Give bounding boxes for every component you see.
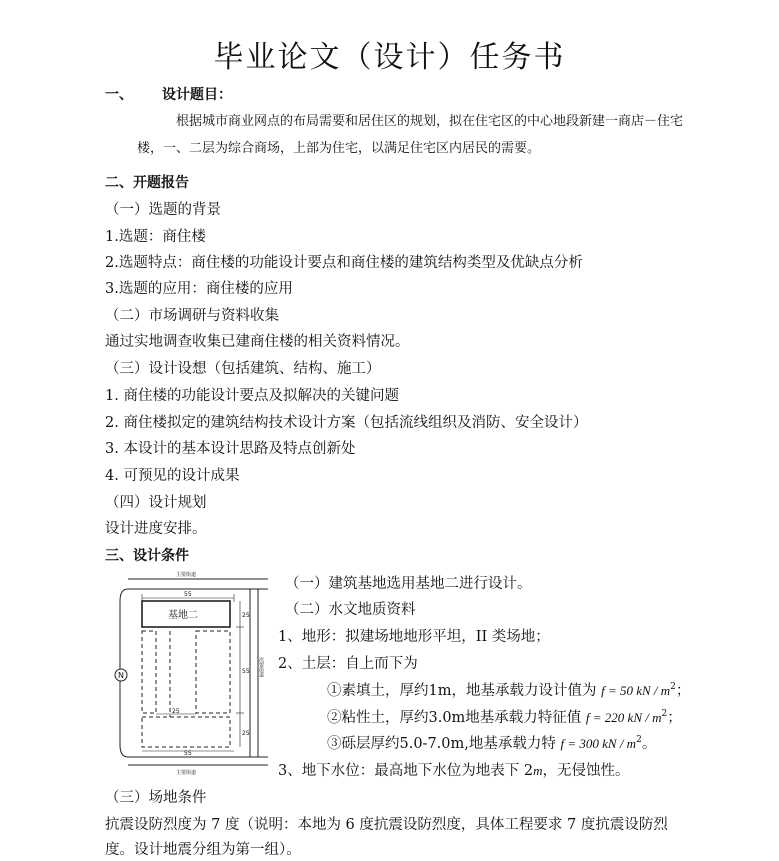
groundwater-unit: m (533, 763, 543, 778)
section2-item1: 1.选题：商住楼 (105, 229, 206, 245)
section3-heading: 三、设计条件 (105, 548, 189, 564)
dim-top: 55 (184, 591, 192, 598)
section2-sub2-text: 通过实地调查收集已建商住楼的相关资料情况。 (105, 334, 410, 350)
section2-sub4-text: 设计进度安排。 (105, 521, 207, 537)
dim-inner: 25 (172, 708, 180, 715)
soil-layer-1 (327, 679, 690, 700)
soil-layer-2-text: ②粘性土，厚约3.0m地基承载力特征值 (327, 710, 582, 726)
section2-point2: 2. 商住楼拟定的建筑结构技术设计方案（包括流线组织及消防、安全设计） (105, 415, 588, 431)
condition-3: 1、地形：拟建场地地形平坦，II 类场地； (278, 629, 550, 645)
soil-layer-3-end: 。 (641, 736, 657, 752)
section2-sub4: （四）设计规划 (105, 495, 207, 511)
section2-heading: 二、开题报告 (105, 175, 189, 191)
section3-sub3: （三）场地条件 (105, 790, 207, 806)
bottom-road-label: 主要街道 (176, 770, 197, 776)
site-label: 基地二 (168, 610, 198, 621)
soil-layer-1-end: ； (675, 683, 691, 699)
seismic-line1: 抗震设防烈度为 7 度（说明：本地为 6 度抗震设防烈度，具体工程要求 7 度抗震设防烈 (105, 817, 668, 833)
condition-2: （二）水文地质资料 (285, 602, 416, 618)
section2-item3: 3.选题的应用：商住楼的应用 (105, 281, 293, 297)
section1-number: 一、 (105, 87, 133, 103)
page-title: 毕业论文（设计）任务书 (213, 40, 566, 75)
section2-point1: 1. 商住楼的功能设计要点及拟解决的关键问题 (105, 388, 399, 404)
condition-1: （一）建筑基地选用基地二进行设计。 (285, 576, 532, 592)
groundwater-line (278, 759, 629, 780)
soil-layer-1-text: ①素填土，厚约1m，地基承载力设计值为 (327, 683, 597, 699)
dim-right-mid: 55 (242, 668, 250, 675)
section1-body-line2: 楼，一、二层为综合商场，上部为住宅，以满足住宅区内居民的需要。 (137, 141, 541, 156)
seismic-line2: 度。设计地震分组为第一组）。 (105, 842, 301, 858)
section2-point3: 3. 本设计的基本设计思路及特点创新处 (105, 441, 356, 457)
soil-layer-3-text: ③砾层厚约5.0-7.0m,地基承载力特 (327, 736, 556, 752)
section2-item2: 2.选题特点：商住楼的功能设计要点和商住楼的建筑结构类型及优缺点分析 (105, 255, 583, 271)
condition-4: 2、土层：自上而下为 (278, 656, 418, 672)
dim-right-bot: 25 (242, 730, 250, 737)
soil-layer-3-formula: f = 300 kN / m (560, 736, 637, 751)
dim-right-top: 25 (242, 612, 250, 619)
soil-layer-3-sq: 2 (636, 735, 642, 746)
groundwater-end: ，无侵蚀性。 (542, 763, 630, 779)
soil-layer-1-sq: 2 (670, 682, 676, 693)
section1-heading: 设计题目： (162, 87, 232, 103)
soil-layer-1-formula: f = 50 kN / m (601, 683, 671, 698)
site-plan-diagram (108, 567, 280, 777)
soil-layer-3 (327, 732, 656, 753)
soil-layer-2-end: ； (667, 710, 682, 726)
soil-layer-2-formula: f = 220 kN / m (585, 710, 662, 725)
section2-sub1: （一）选题的背景 (105, 202, 221, 218)
groundwater-text: 3、地下水位：最高地下水位为地表下 2 (278, 763, 534, 779)
top-road-label: 主要街道 (176, 572, 197, 578)
soil-layer-2-sq: 2 (661, 709, 668, 720)
soil-layer-2 (327, 706, 682, 727)
right-road-label: 次要街道 (258, 657, 264, 677)
dim-bottom: 55 (184, 750, 192, 757)
section2-sub2: （二）市场调研与资料收集 (105, 308, 279, 324)
section2-point4: 4. 可预见的设计成果 (105, 468, 240, 484)
section1-body-line1: 根据城市商业网点的布局需要和居住区的规划，拟在住宅区的中心地段新建一商店－住宅 (176, 114, 684, 129)
north-symbol: N (118, 671, 124, 680)
section2-sub3: （三）设计设想（包括建筑、结构、施工） (105, 361, 381, 377)
